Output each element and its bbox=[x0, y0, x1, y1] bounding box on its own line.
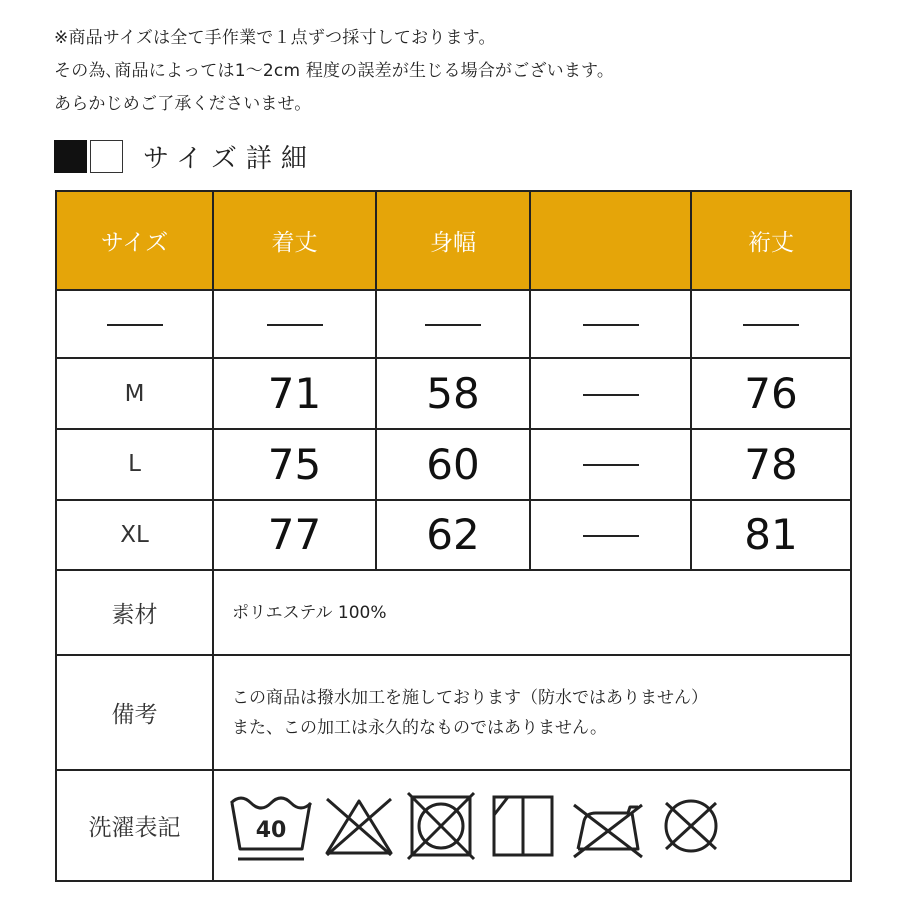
width-value: 60 bbox=[376, 429, 530, 500]
remarks-line: この商品は撥水加工を施しております（防水ではありません） bbox=[232, 687, 708, 708]
size-table bbox=[55, 190, 852, 882]
material-value: ポリエステル 100% bbox=[213, 570, 850, 655]
dash-mark bbox=[425, 324, 481, 326]
table-row bbox=[57, 358, 850, 429]
dash-mark bbox=[107, 324, 163, 326]
header-cell: サイズ bbox=[57, 192, 213, 290]
table-cell bbox=[530, 429, 691, 500]
no-tumble-dry-icon bbox=[404, 791, 478, 861]
dash-mark bbox=[583, 324, 639, 326]
no-iron-icon bbox=[568, 791, 648, 861]
care-icons bbox=[213, 770, 850, 880]
dash-mark bbox=[583, 394, 639, 396]
remarks-value bbox=[213, 655, 850, 770]
dash-mark bbox=[743, 324, 799, 326]
size-notes bbox=[54, 22, 614, 121]
no-bleach-icon bbox=[322, 791, 396, 861]
care-label: 洗濯表記 bbox=[57, 770, 213, 880]
size-label: M bbox=[57, 358, 213, 429]
section-title: サイズ詳細 bbox=[143, 143, 316, 174]
length-value: 77 bbox=[213, 500, 376, 571]
black-square-icon bbox=[54, 140, 87, 173]
table-cell bbox=[376, 290, 530, 359]
sleeve-value: 76 bbox=[691, 358, 850, 429]
note-line: ※商品サイズは全て手作業で１点ずつ採寸しております。 bbox=[54, 28, 496, 48]
remarks-label: 備考 bbox=[57, 655, 213, 770]
table-row bbox=[57, 500, 850, 571]
sleeve-value: 81 bbox=[691, 500, 850, 571]
note-line: その為､商品によっては1〜2cm 程度の誤差が生じる場合がございます。 bbox=[54, 61, 615, 81]
note-line: あらかじめご了承くださいませ。 bbox=[54, 94, 312, 114]
width-value: 62 bbox=[376, 500, 530, 571]
dash-mark bbox=[267, 324, 323, 326]
dash-mark bbox=[583, 464, 639, 466]
header-cell: 裄丈 bbox=[691, 192, 850, 290]
material-label: 素材 bbox=[57, 570, 213, 655]
remarks-line: また、この加工は永久的なものではありません。 bbox=[232, 717, 608, 738]
table-cell bbox=[691, 290, 850, 359]
length-value: 75 bbox=[213, 429, 376, 500]
table-header-row bbox=[57, 192, 850, 290]
white-square-icon bbox=[90, 140, 123, 173]
table-row bbox=[57, 290, 850, 359]
table-cell bbox=[530, 290, 691, 359]
table-cell bbox=[57, 290, 213, 359]
table-cell bbox=[530, 500, 691, 571]
size-label: L bbox=[57, 429, 213, 500]
remarks-row bbox=[57, 655, 850, 770]
care-row bbox=[57, 770, 850, 880]
length-value: 71 bbox=[213, 358, 376, 429]
no-dry-clean-icon bbox=[656, 791, 726, 861]
drip-dry-icon bbox=[486, 791, 560, 861]
header-cell bbox=[530, 192, 691, 290]
table-cell bbox=[530, 358, 691, 429]
section-header bbox=[54, 138, 316, 174]
material-row bbox=[57, 570, 850, 655]
table-row bbox=[57, 429, 850, 500]
sleeve-value: 78 bbox=[691, 429, 850, 500]
wash-temp-text: 40 bbox=[255, 817, 287, 843]
wash-40-icon bbox=[228, 789, 314, 863]
table-cell bbox=[213, 290, 376, 359]
width-value: 58 bbox=[376, 358, 530, 429]
size-label: XL bbox=[57, 500, 213, 571]
dash-mark bbox=[583, 535, 639, 537]
header-cell: 着丈 bbox=[213, 192, 376, 290]
header-cell: 身幅 bbox=[376, 192, 530, 290]
